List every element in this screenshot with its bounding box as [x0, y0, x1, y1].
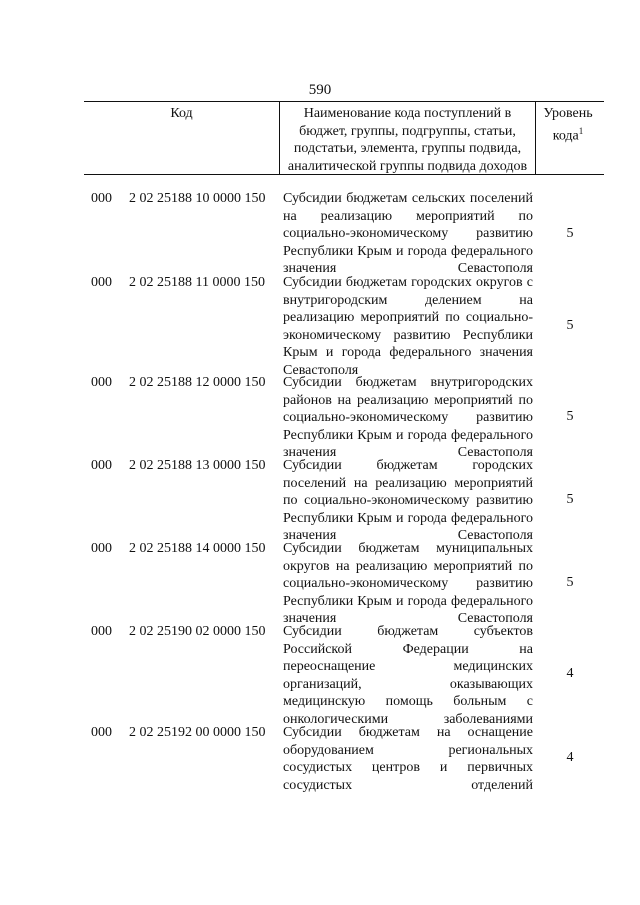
header-level-label: Уровень кода: [543, 106, 593, 144]
revenue-name: Субсидии бюджетам городских округов с внутригородским делением на реализацию мероприятий по социально-экономическому развитию Республики Крым и города федерального значения Севастополя: [283, 275, 533, 378]
revenue-code: 2 02 25188 11 0000 150: [129, 275, 265, 290]
level-value: 5: [566, 409, 574, 424]
revenue-code: 2 02 25192 00 0000 150: [129, 725, 266, 740]
header-code: Код: [170, 106, 193, 121]
revenue-code: 2 02 25190 02 0000 150: [129, 624, 266, 639]
header-level-footnote: 1: [578, 125, 584, 136]
level-value: 5: [566, 575, 574, 590]
level-value: 5: [566, 226, 574, 241]
revenue-name: Субсидии бюджетам муниципальных округов на реализацию мероприятий по социально-экономическому развитию Республики Крым и города федерального значения Севастополя: [283, 541, 533, 626]
admin-code: 000: [91, 275, 112, 290]
revenue-name: Субсидии бюджетам субъектов Российской Федерации на переоснащение медицинских организаций, оказывающих медицинскую помощь больным с онкологическими заболеваниями: [283, 624, 533, 727]
table-header: [84, 101, 604, 175]
admin-code: 000: [91, 458, 112, 473]
revenue-code: 2 02 25188 12 0000 150: [129, 375, 266, 390]
level-value: 5: [566, 318, 574, 333]
revenue-name: Субсидии бюджетам городских поселений на реализацию мероприятий по социально-экономическому развитию Республики Крым и города федерального значения Севастополя: [283, 458, 533, 543]
level-value: 5: [566, 492, 574, 507]
revenue-name: Субсидии бюджетам на оснащение оборудованием региональных сосудистых центров и первичных сосудистых отделений: [283, 725, 533, 793]
admin-code: 000: [91, 725, 112, 740]
header-name: Наименование кода поступлений в бюджет, группы, подгруппы, статьи, подстатьи, элемента, группы подвида, аналитической группы подвида доходов: [279, 102, 536, 174]
page-number: 590: [308, 82, 332, 98]
revenue-code: 2 02 25188 10 0000 150: [129, 191, 266, 206]
revenue-name: Субсидии бюджетам сельских поселений на реализацию мероприятий по социально-экономическому развитию Республики Крым и города федерального значения Севастополя: [283, 191, 533, 276]
revenue-code: 2 02 25188 14 0000 150: [129, 541, 266, 556]
header-level: [536, 102, 604, 174]
admin-code: 000: [91, 624, 112, 639]
level-value: 4: [566, 666, 574, 681]
revenue-code: 2 02 25188 13 0000 150: [129, 458, 266, 473]
admin-code: 000: [91, 541, 112, 556]
level-value: 4: [566, 750, 574, 765]
admin-code: 000: [91, 191, 112, 206]
revenue-name: Субсидии бюджетам внутригородских районов на реализацию мероприятий по социально-экономическому развитию Республики Крым и города федерального значения Севастополя: [283, 375, 533, 460]
admin-code: 000: [91, 375, 112, 390]
